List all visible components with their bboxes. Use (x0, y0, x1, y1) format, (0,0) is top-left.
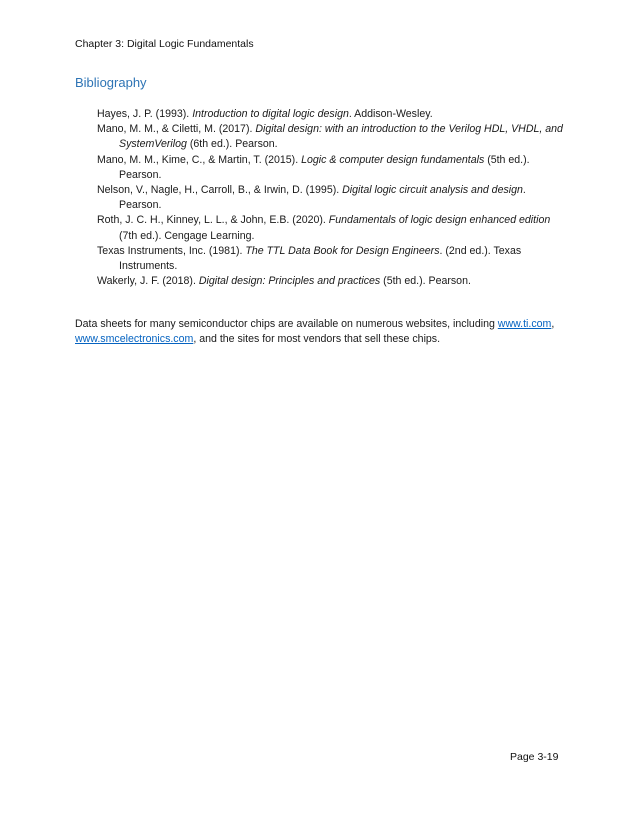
entry-publisher: (5th ed.). Pearson. (380, 275, 471, 288)
bibliography-entry (97, 244, 567, 274)
entry-publisher: . Pearson. (119, 184, 526, 212)
bibliography-entry (97, 153, 567, 183)
datasheet-note (75, 317, 555, 347)
smcelectronics-link[interactable]: www.smcelectronics.com (75, 333, 194, 346)
entry-authors-year: Mano, M. M., & Ciletti, M. (2017). (97, 123, 256, 136)
ti-link[interactable]: www.ti.com (497, 318, 552, 330)
entry-authors-year: Texas Instruments, Inc. (1981). (97, 244, 246, 257)
bibliography-entry (97, 213, 567, 243)
entry-publisher: . Addison-Wesley. (348, 108, 433, 120)
entry-authors-year: Mano, M. M., Kime, C., & Martin, T. (2015). (97, 153, 302, 166)
entry-title: Digital design: Principles and practices (198, 275, 381, 288)
note-separator: , (551, 318, 555, 330)
entry-publisher: . (2nd ed.). Texas Instruments. (119, 244, 522, 273)
page-number: Page 3-19 (510, 751, 559, 763)
bibliography-entry (97, 107, 567, 122)
bibliography-heading: Bibliography (75, 75, 147, 90)
entry-title: Digital design: with an introduction to the Verilog HDL, VHDL, and SystemVerilog (119, 123, 563, 151)
entry-publisher: (7th ed.). Cengage Learning. (119, 229, 255, 242)
entry-title: Fundamentals of logic design enhanced edition (328, 214, 551, 227)
bibliography-entry (97, 183, 567, 213)
running-header: Chapter 3: Digital Logic Fundamentals (75, 38, 254, 50)
note-intro: Data sheets for many semiconductor chips are available on numerous websites, including (75, 318, 498, 330)
entry-publisher: (6th ed.). Pearson. (186, 138, 278, 151)
bibliography-entry (97, 122, 567, 152)
bibliography-list (97, 107, 567, 289)
entry-title: Logic & computer design fundamentals (301, 153, 485, 166)
entry-authors-year: Roth, J. C. H., Kinney, L. L., & John, E.B. (2020). (97, 214, 329, 227)
entry-authors-year: Hayes, J. P. (1993). (97, 108, 193, 120)
entry-title: The TTL Data Book for Design Engineers (245, 244, 440, 257)
entry-authors-year: Nelson, V., Nagle, H., Carroll, B., & Irwin, D. (1995). (97, 184, 343, 197)
entry-title: Digital logic circuit analysis and design (342, 184, 523, 197)
entry-publisher: (5th ed.). Pearson. (119, 153, 530, 181)
entry-authors-year: Wakerly, J. F. (2018). (97, 275, 199, 288)
note-outro: , and the sites for most vendors that sell these chips. (193, 333, 441, 346)
entry-title: Introduction to digital logic design (192, 108, 349, 120)
bibliography-entry (97, 274, 567, 289)
